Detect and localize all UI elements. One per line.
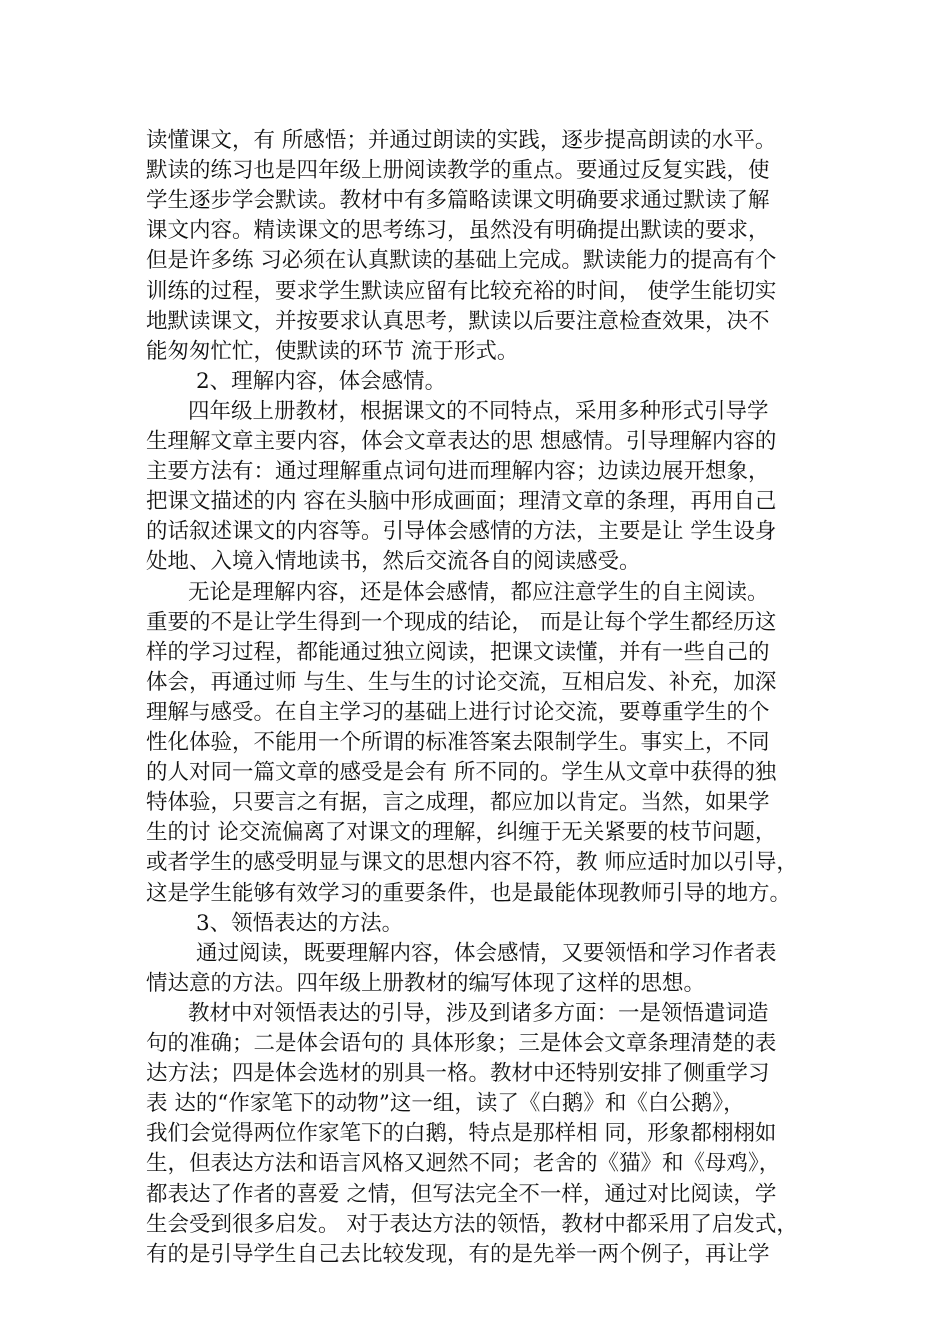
body-text-line: 体会，再通过师 与生、生与生的讨论交流，互相启发、补充，加深 [146, 669, 777, 695]
body-text-line: 达方法；四是体会选材的别具一格。教材中还特别安排了侧重学习 [146, 1061, 770, 1087]
body-text-line: 或者学生的感受明显与课文的思想内容不符，教 师应适时加以引导， [146, 850, 798, 876]
body-text-line: 生的讨 论交流偏离了对课文的理解，纠缠于无关紧要的枝节问题， [146, 820, 777, 846]
body-text-line: 训练的过程，要求学生默读应留有比较充裕的时间， 使学生能切实 [146, 278, 777, 304]
body-text-line: 2、理解内容，体会感情。 [196, 368, 447, 394]
body-text-line: 表 达的“作家笔下的动物”这一组，读了《白鹅》和《白公鹅》， [146, 1091, 745, 1117]
body-text-line: 生，但表达方法和语言风格又迥然不同；老舍的《猫》和《母鸡》， [146, 1151, 781, 1177]
body-text-line: 生理解文章主要内容，体会文章表达的思 想感情。引导理解内容的 [146, 429, 777, 454]
body-text-line: 处地、入境入情地读书，然后交流各自的阅读感受。 [146, 549, 641, 575]
body-text-line: 生会受到很多启发。 对于表达方法的领悟，教材中都采用了启发式， [146, 1211, 798, 1237]
body-text-line: 3、领悟表达的方法。 [196, 910, 404, 936]
body-text-line: 样的学习过程，都能通过独立阅读，把课文读懂，并有一些自己的 [146, 639, 770, 665]
body-text-line: 把课文描述的内 容在头脑中形成画面；理清文章的条理，再用自己 [146, 489, 777, 515]
body-text-line: 的人对同一篇文章的感受是会有 所不同的。学生从文章中获得的独 [146, 760, 777, 786]
body-text-line: 地默读课文，并按要求认真思考，默读以后要注意检查效果，决不 [146, 308, 770, 334]
body-text-line: 主要方法有：通过理解重点词句进而理解内容；边读边展开想象， [146, 459, 770, 485]
body-text-line: 有的是引导学生自己去比较发现，有的是先举一两个例子，再让学 [146, 1241, 770, 1267]
body-text-line: 四年级上册教材，根据课文的不同特点，采用多种形式引导学 [188, 398, 769, 424]
body-text-line: 特体验，只要言之有据，言之成理，都应加以肯定。当然，如果学 [146, 790, 770, 816]
body-text-line: 理解与感受。在自主学习的基础上进行讨论交流，要尊重学生的个 [146, 699, 770, 725]
body-text-line: 能匆匆忙忙，使默读的环节 流于形式。 [146, 338, 519, 364]
body-text-line: 无论是理解内容，还是体会感情，都应注意学生的自主阅读。 [188, 579, 769, 605]
body-text-line: 句的准确；二是体会语句的 具体形象；三是体会文章条理清楚的表 [146, 1031, 777, 1056]
body-text-line: 这是学生能够有效学习的重要条件，也是最能体现教师引导的地方。 [146, 880, 792, 906]
body-text-line: 课文内容。精读课文的思考练习，虽然没有明确提出默读的要求， [146, 218, 770, 244]
body-text-line: 情达意的方法。四年级上册教材的编写体现了这样的思想。 [146, 970, 706, 996]
body-text-line: 性化体验，不能用一个所谓的标准答案去限制学生。事实上，不同 [146, 730, 770, 755]
body-text-line: 但是许多练 习必须在认真默读的基础上完成。默读能力的提高有个 [146, 248, 777, 274]
body-text-line: 都表达了作者的喜爱 之情，但写法完全不一样，通过对比阅读，学 [146, 1181, 777, 1207]
body-text-line: 通过阅读，既要理解内容，体会感情，又要领悟和学习作者表 [196, 940, 777, 966]
body-text-line: 默读的练习也是四年级上册阅读教学的重点。要通过反复实践，使 [146, 158, 770, 184]
body-text-line: 的话叙述课文的内容等。引导体会感情的方法，主要是让 学生设身 [146, 519, 777, 545]
body-text-line: 重要的不是让学生得到一个现成的结论， 而是让每个学生都经历这 [146, 609, 777, 635]
body-text-line: 教材中对领悟表达的引导，涉及到诸多方面：一是领悟遣词造 [188, 1000, 769, 1026]
body-text-line: 学生逐步学会默读。教材中有多篇略读课文明确要求通过默读了解 [146, 188, 770, 214]
body-text-line: 我们会觉得两位作家笔下的白鹅，特点是那样相 同，形象都栩栩如 [146, 1121, 777, 1147]
body-text-line: 读懂课文，有 所感悟；并通过朗读的实践，逐步提高朗读的水平。 [146, 128, 777, 153]
